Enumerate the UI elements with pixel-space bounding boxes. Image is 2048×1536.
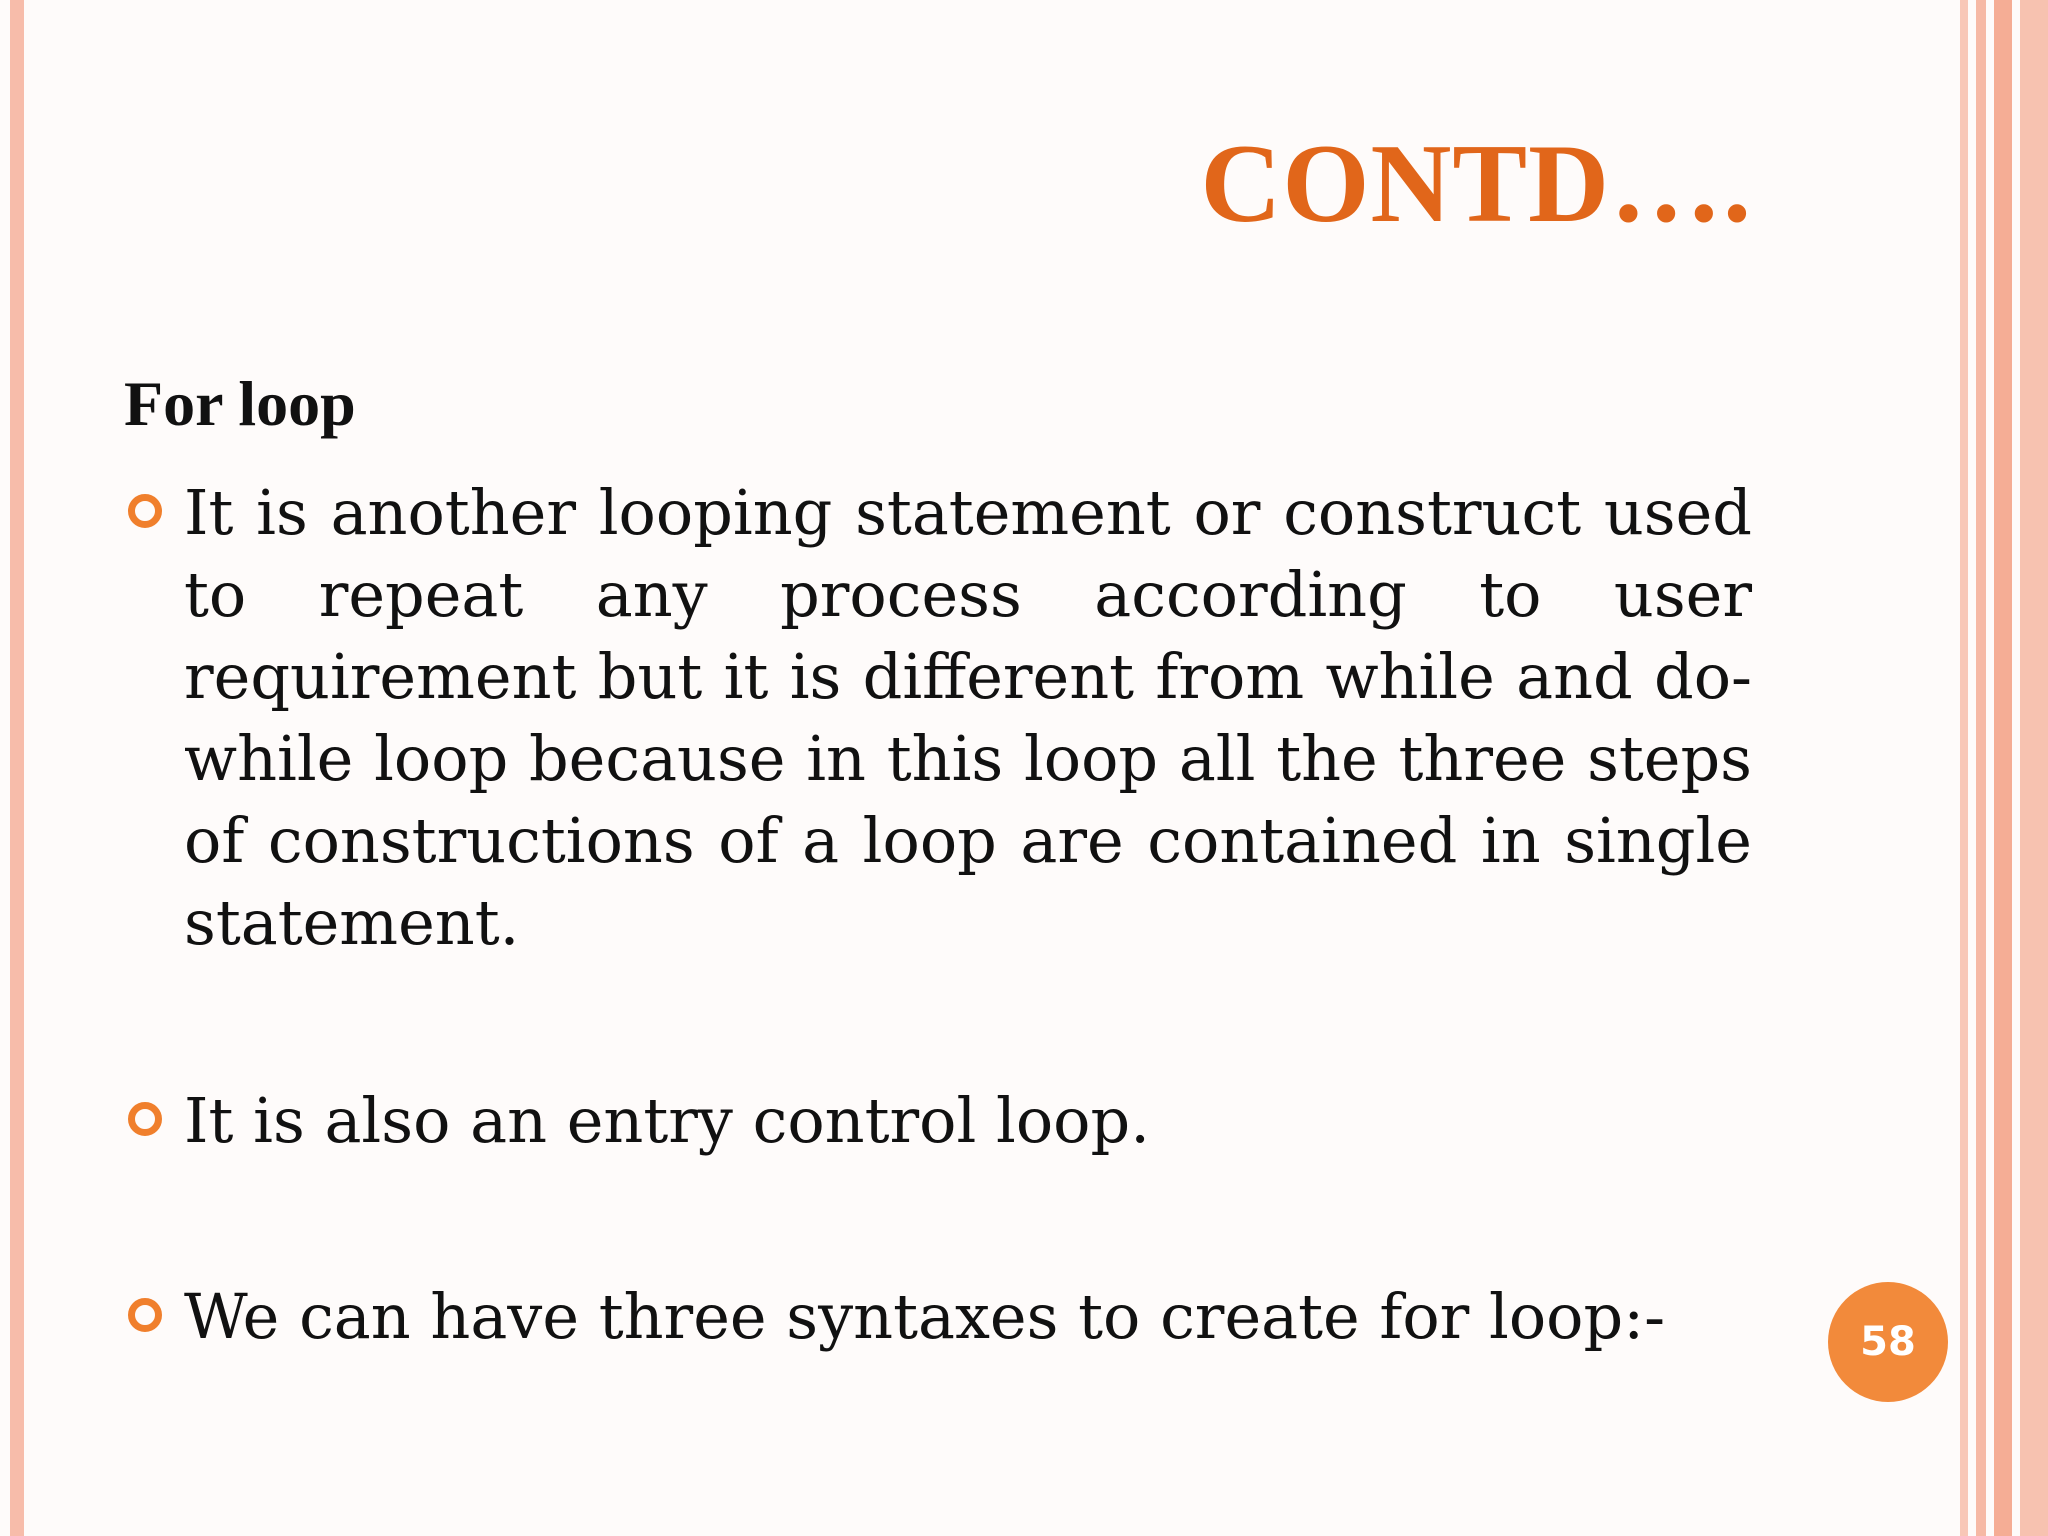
- right-border-stripe: [2020, 0, 2048, 1536]
- page-number-badge: 58: [1828, 1282, 1948, 1402]
- left-border-stripe: [10, 0, 24, 1536]
- bullet-item: [124, 472, 1752, 964]
- bullet-circle-icon: [128, 1298, 162, 1332]
- right-border-stripe: [1960, 0, 1968, 1536]
- bullet-item: [124, 1080, 1752, 1162]
- bullet-text: It is also an entry control loop.: [184, 1084, 1150, 1157]
- bullet-circle-icon: [128, 494, 162, 528]
- bullet-text: We can have three syntaxes to create for loop:-: [184, 1280, 1666, 1353]
- right-border-stripe: [1976, 0, 1986, 1536]
- slide-title: CONTD….: [1200, 122, 1752, 246]
- right-border-stripe: [1994, 0, 2012, 1536]
- bullet-text: It is another looping statement or construct used to repeat any process according to user requirement but it is different from while and do-while loop because in this loop all the three steps of constructions of a loop are contained in single statement.: [184, 476, 1752, 959]
- bullet-circle-icon: [128, 1102, 162, 1136]
- bullet-item: [124, 1276, 1752, 1358]
- section-heading: For loop: [124, 368, 356, 439]
